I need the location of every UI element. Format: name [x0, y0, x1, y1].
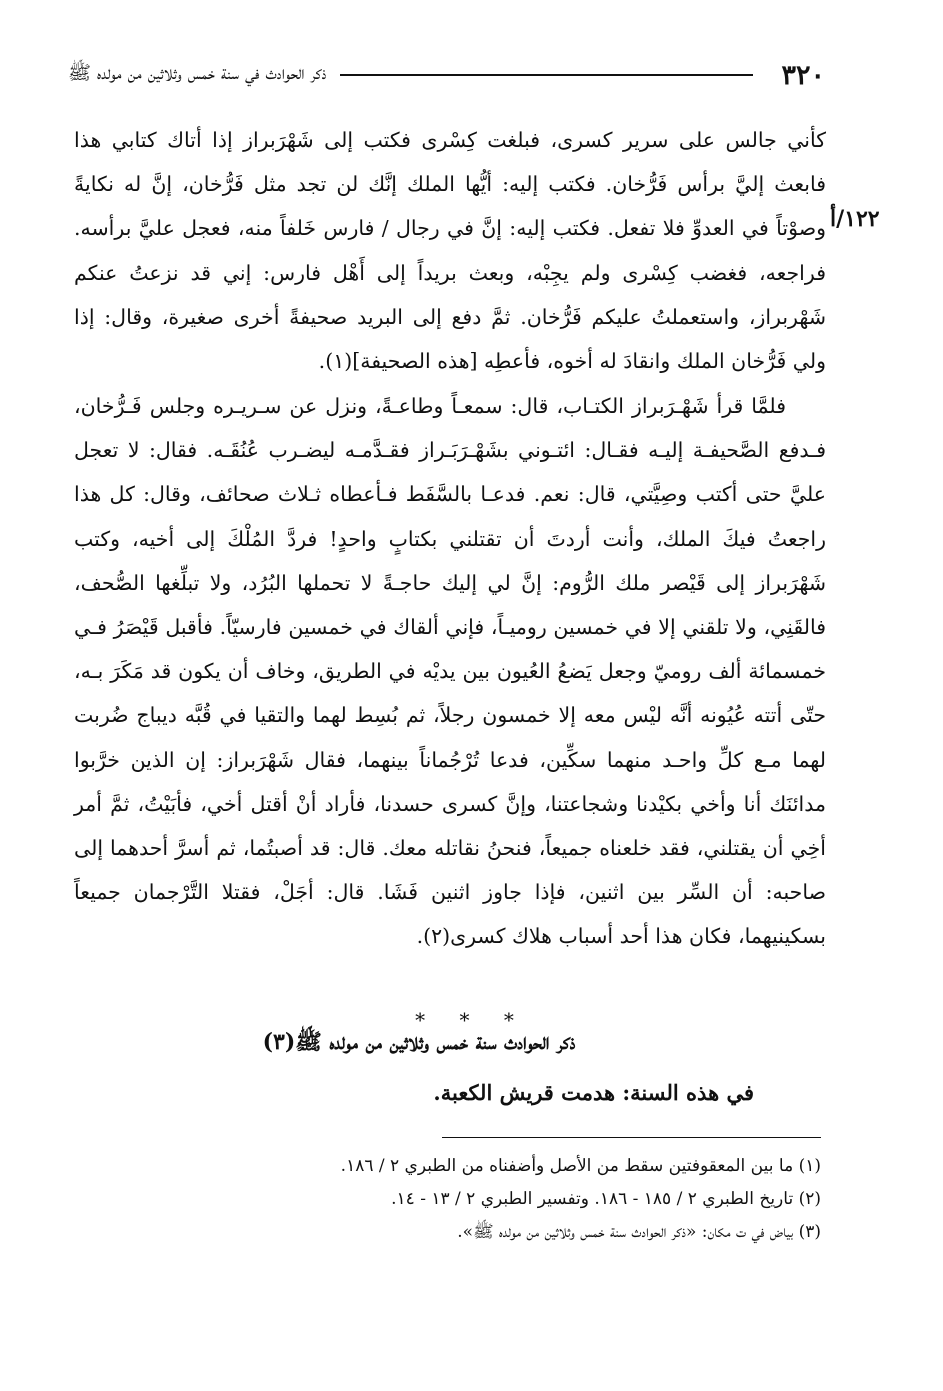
- footnote-1: (١) ما بين المعقوفتين سقط من الأصل وأضفناه من الطبري ٢ / ١٨٦.: [340, 1156, 821, 1176]
- paragraph-2: [74, 384, 826, 959]
- paragraph-1: [74, 118, 826, 383]
- footnote-rule: [442, 1137, 821, 1138]
- footnote-3: (٣) بياض في ت مكان: «ذكر الحوادث سنة خمس وثلاثين من مولده ﷺ».: [457, 1222, 821, 1242]
- footnote-2: (٢) تاريخ الطبري ٢ / ١٨٥ - ١٨٦. وتفسير الطبري ٢ / ١٣ - ١٤.: [391, 1189, 821, 1209]
- marginal-folio-note: ١٢٢/أ: [830, 206, 880, 232]
- page-number: ٣٢٠: [781, 59, 825, 91]
- page-header: [68, 55, 825, 95]
- section-separator: * * *: [415, 1008, 528, 1032]
- section-heading: ذكر الحوادث سنة خمس وثلاثين من مولده ﷺ(٣): [262, 1029, 576, 1055]
- header-rule: [340, 74, 753, 76]
- running-title: ذكر الحوادث في سنة خمس وثلاثين من مولده ﷺ: [68, 62, 327, 84]
- paragraph-1-text: كأني جالس على سرير كسرى، فبلغت كِسْرى فكتب إلى شَهْرَبراز إذا أتاك كتابي هذا فابعث إليَّ برأس فَرُّخان. فكتب إليه: أيُّها الملك إنَّك لن تجد مثل فَرُّخان، إنَّ له نكايةً وصوْتاً في العدوِّ فلا تفعل. فكتب إليه: إنَّ في رجال / فارس خَلفاً منه، فعجل عليَّ برأسه. فراجعه، فغضب كِسْرى ولم يجِبْه، وبعث بريداً إلى أَهْل فارس: إني قد نزعتُ عنكم شَهْربراز، واستعملتُ عليكم فَرُّخان. ثمَّ دفع إلى البريد صحيفةً أخرى صغيرة، وقال: إذا ولي فَرُّخان الملك وانقادَ له أخوه، فأعطِه [هذه الصحيفة](١).: [74, 128, 826, 374]
- paragraph-2-text: فلمَّا قرأ شَهْـرَبراز الكتـاب، قال: سمعـاً وطاعـةً، ونزل عن سـريـره وجلس فَـرُّخان، فـدفع الصَّحيفـة إليـه فقـال: ائتـوني بشَهْـرَبَـراز فقـدَّمـه ليضـرب عُنُقَـه. فقال: لا تعجل عليَّ حتى أكتب وصِيَّتي، قال: نعم. فدعـا بالسَّفَط فـأعطاه ثـلاث صحائف، وقال: كل هذا راجعتُ فيكَ الملك، وأنت أردتَ أن تقتلني بكتابٍ واحدٍ! فردَّ المُلْكَ إلى أخيه، وكتب شَهْرَبراز إلى قَيْصر ملك الرُّوم: إنَّ لي إليك حاجـةً لا تحملها البُرُد، ولا تبلِّغها الصُّحف، فالقَنِي، ولا تلقني إلا في خمسين روميـاً، فإني ألقاك في خمسين فارسيّاً. فأقبل قَيْصَرُ فـي خمسمائة ألف روميّ وجعل يَضعُ العُيون بين يديْه في الطريق، وخاف أن يكون قد مَكَرَ بـه، حتّى أتته عُيُونه أنَّه ليْس معه إلا خمسون رجلاً، ثم بُسِط لهما والتقيا في قُبَّه ديباج ضُربت لهما مـع كلِّ واحـد منهما سكِّين، فدعا تُرْجُماناً بينهما، فقال شَهْرَبراز: إن الذين خرَّبوا مدائنَك أنا وأخي بكيْدنا وشجاعتنا، وإنَّ كسرى حسدنا، فأراد أنْ أقتل أخي، فأبَيْتُ، ثمَّ أمر أخِي أن يقتلني، فقد خلعناه جميعاً، فنحنُ نقاتله معك. قال: قد أصبتُما، ثم أسرَّ أحدهما إلى صاحبه: أن السِّر بين اثنين، فإذا جاوز اثنين فَشَا. قال: أجَلْ، فقتلا التَّرْجمان جميعاً بسكينيهما، فكان هذا أحد أسباب هلاك كسرى(٢).: [74, 394, 826, 949]
- footnotes: [74, 1150, 821, 1249]
- section-text: في هذه السنة: هدمت قريش الكعبة.: [433, 1080, 754, 1105]
